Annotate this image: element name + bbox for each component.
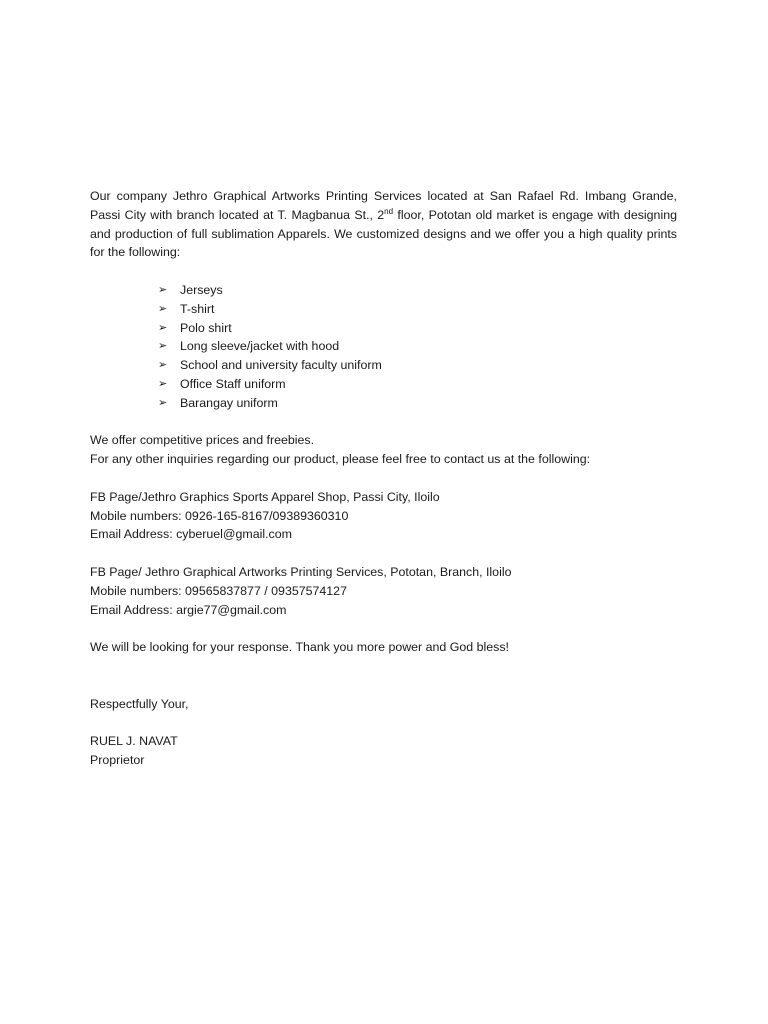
letter-body bbox=[90, 187, 677, 770]
arrow-bullet-icon: ➢ bbox=[158, 377, 168, 390]
offer-block bbox=[90, 431, 677, 469]
intro-text-part2: floor, Pototan old market is engage with designing and production of full sublimation Apparels. We customized designs and we offer you a high quality prints for the following: bbox=[90, 207, 677, 260]
arrow-bullet-icon: ➢ bbox=[158, 396, 168, 409]
intro-paragraph bbox=[90, 187, 677, 262]
closing-line: We will be looking for your response. Thank you more power and God bless! bbox=[90, 640, 509, 655]
list-item bbox=[158, 281, 677, 300]
product-list bbox=[90, 281, 677, 413]
signature-block bbox=[90, 732, 677, 770]
contact-block-pototan bbox=[90, 563, 677, 619]
list-item bbox=[158, 356, 677, 375]
list-item bbox=[158, 337, 677, 356]
list-item bbox=[158, 319, 677, 338]
sign-off: Respectfully Your, bbox=[90, 696, 189, 711]
contact-email: Email Address: argie77@gmail.com bbox=[90, 602, 287, 617]
offer-line: We offer competitive prices and freebies. bbox=[90, 433, 315, 448]
list-item-label: Long sleeve/jacket with hood bbox=[180, 339, 340, 354]
contact-block-passi bbox=[90, 488, 677, 544]
contact-fb-page: FB Page/Jethro Graphics Sports Apparel Shop, Passi City, Iloilo bbox=[90, 489, 440, 504]
contact-fb-page: FB Page/ Jethro Graphical Artworks Printing Services, Pototan, Branch, Iloilo bbox=[90, 564, 512, 579]
list-item bbox=[158, 375, 677, 394]
contact-mobile: Mobile numbers: 0926-165-8167/09389360310 bbox=[90, 508, 349, 523]
contact-email: Email Address: cyberuel@gmail.com bbox=[90, 527, 292, 542]
list-item bbox=[158, 394, 677, 413]
contact-mobile: Mobile numbers: 09565837877 / 09357574127 bbox=[90, 583, 347, 598]
list-item-label: Barangay uniform bbox=[180, 395, 278, 410]
arrow-bullet-icon: ➢ bbox=[158, 359, 168, 372]
signer-name: RUEL J. NAVAT bbox=[90, 734, 178, 749]
inquiry-line: For any other inquiries regarding our product, please feel free to contact us at the following: bbox=[90, 452, 591, 467]
list-item-label: T-shirt bbox=[180, 301, 215, 316]
list-item-label: Polo shirt bbox=[180, 320, 232, 335]
arrow-bullet-icon: ➢ bbox=[158, 283, 168, 296]
arrow-bullet-icon: ➢ bbox=[158, 302, 168, 315]
intro-superscript: nd bbox=[384, 206, 394, 216]
intro-text-part1: Our company Jethro Graphical Artworks Printing Services located at San Rafael Rd. Imbang Grande, Passi City with branch located at T. Magbanua St., 2 bbox=[90, 189, 677, 222]
list-item-label: Office Staff uniform bbox=[180, 376, 286, 391]
list-item-label: School and university faculty uniform bbox=[180, 358, 382, 373]
arrow-bullet-icon: ➢ bbox=[158, 321, 168, 334]
arrow-bullet-icon: ➢ bbox=[158, 340, 168, 353]
list-item bbox=[158, 300, 677, 319]
list-item-label: Jerseys bbox=[180, 282, 223, 297]
signer-title: Proprietor bbox=[90, 752, 145, 767]
